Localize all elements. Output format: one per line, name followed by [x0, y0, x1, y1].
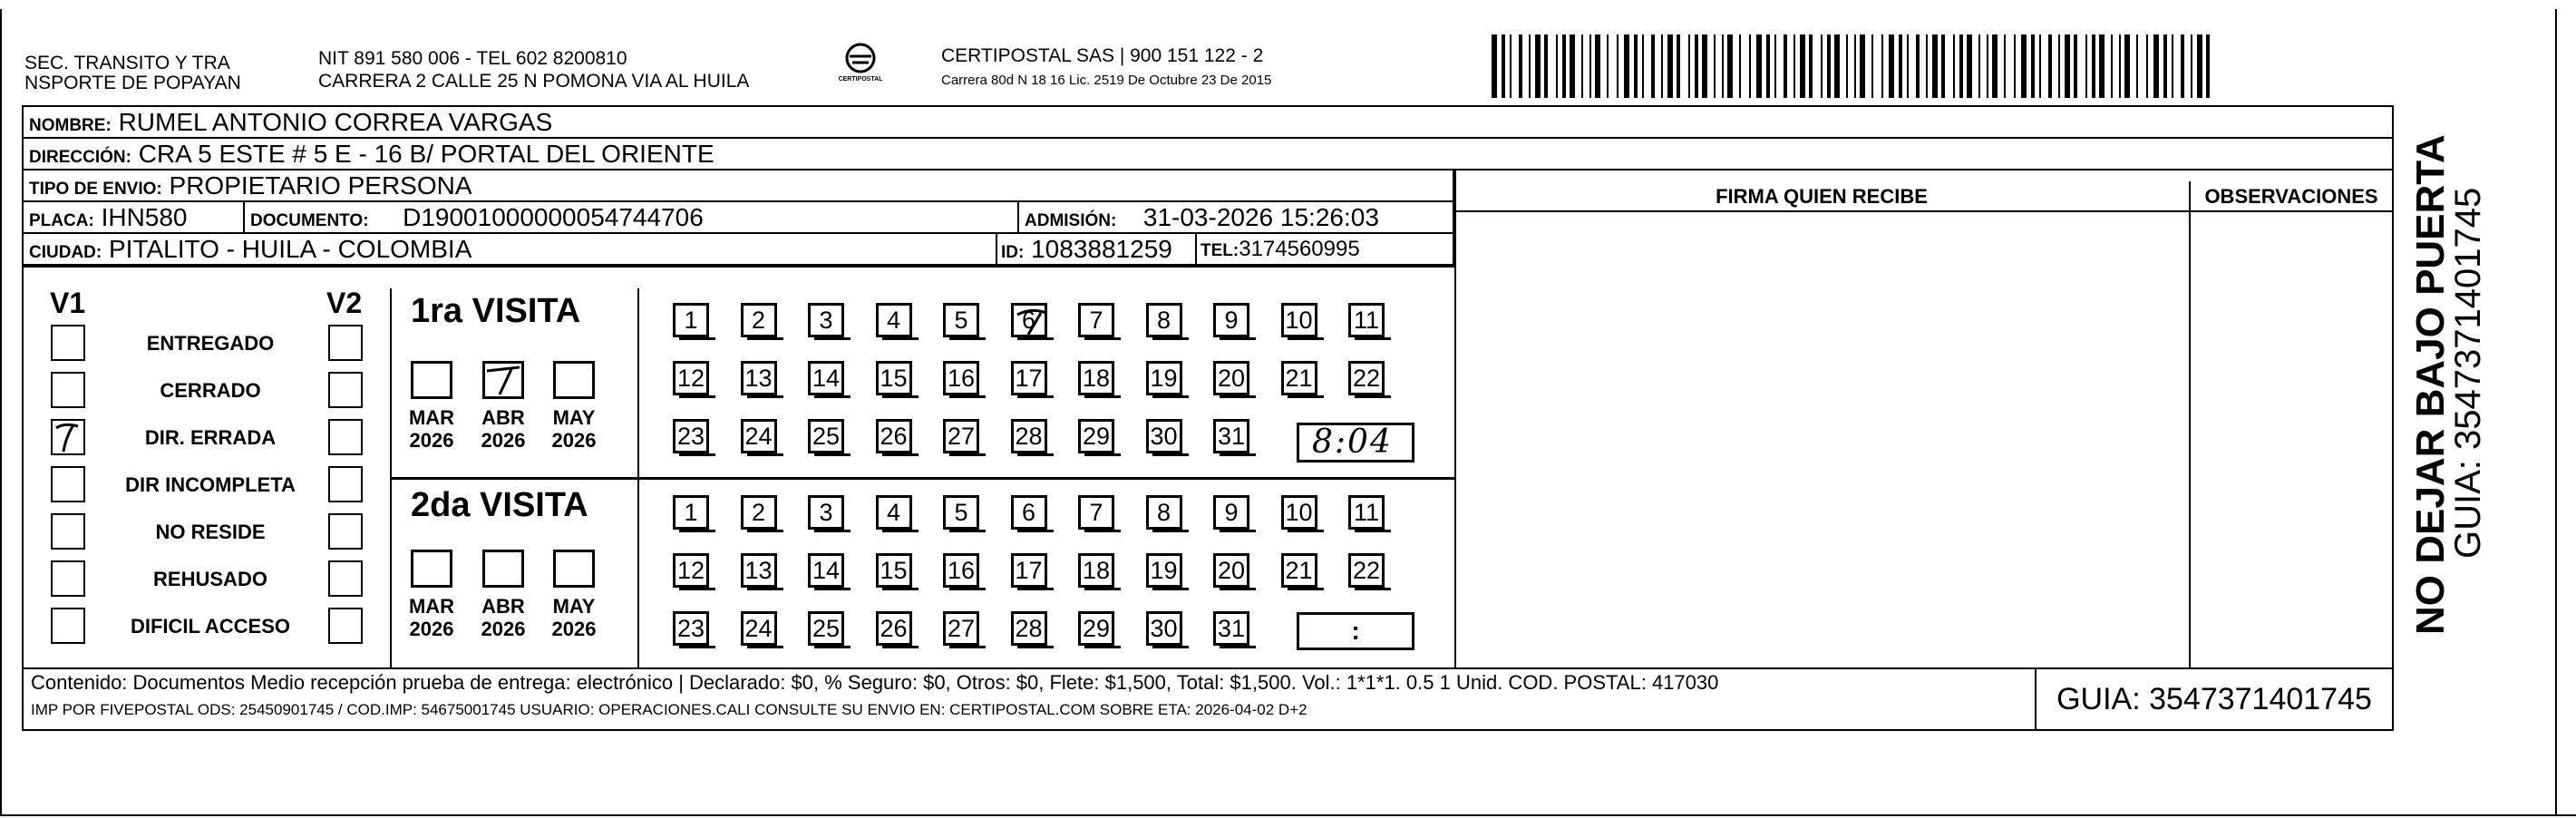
second-day-box[interactable]: 7 — [1078, 495, 1114, 530]
barcode — [1492, 34, 2217, 98]
v1-checkbox[interactable] — [51, 560, 85, 597]
ciudad-label: CIUDAD: — [29, 243, 102, 262]
visit-column-divider — [637, 288, 639, 667]
first-day-box[interactable]: 15 — [876, 361, 912, 395]
company-line: CERTIPOSTAL SAS | 900 151 122 - 2 — [941, 45, 1264, 66]
address-line: CARRERA 2 CALLE 25 N POMONA VIA AL HUILA — [318, 71, 750, 92]
first-visit-time-box — [1297, 423, 1414, 463]
first-day-box[interactable]: 29 — [1078, 419, 1114, 453]
first-day-box[interactable]: 26 — [876, 419, 912, 453]
first-day-box[interactable]: 6 — [1011, 303, 1047, 337]
first-day-box[interactable]: 18 — [1078, 361, 1114, 395]
v2-checkbox[interactable] — [328, 325, 363, 361]
v2-checkbox[interactable] — [328, 419, 363, 455]
first-day-box[interactable]: 16 — [943, 361, 979, 395]
logo-text: CERTIPOSTAL — [838, 76, 883, 83]
observaciones-header: OBSERVACIONES — [2189, 181, 2392, 212]
v2-checkbox[interactable] — [328, 513, 363, 550]
status-reason-label: DIR INCOMPLETA — [125, 473, 296, 496]
v1-checkbox[interactable] — [51, 466, 85, 502]
v1-checkbox[interactable] — [51, 372, 85, 408]
second-month-year: 2026 — [409, 618, 454, 640]
first-day-box[interactable]: 8 — [1146, 303, 1182, 337]
first-month-label: ABR — [481, 406, 525, 429]
second-day-box[interactable]: 23 — [673, 611, 709, 646]
observaciones-column — [2189, 181, 2392, 667]
first-day-box[interactable]: 11 — [1348, 303, 1385, 337]
first-day-box[interactable]: 13 — [741, 361, 777, 395]
first-day-box[interactable]: 9 — [1213, 303, 1249, 337]
status-reason-label: DIFICIL ACCESO — [130, 615, 290, 638]
second-visit-time-box: : — [1297, 612, 1414, 650]
second-month-year: 2026 — [551, 618, 597, 640]
first-month-checkbox[interactable] — [411, 361, 452, 399]
second-day-box[interactable]: 25 — [808, 611, 844, 646]
second-day-box[interactable]: 21 — [1281, 553, 1317, 588]
status-reason-label: NO RESIDE — [155, 521, 266, 543]
second-month-checkbox[interactable] — [553, 550, 595, 588]
first-day-box[interactable]: 1 — [673, 303, 709, 337]
v2-checkbox[interactable] — [328, 560, 363, 597]
first-day-box[interactable]: 3 — [808, 303, 844, 337]
id-value: 1083881259 — [1031, 235, 1172, 263]
first-day-box[interactable]: 14 — [808, 361, 844, 395]
top-edge-line — [0, 0, 2576, 3]
first-month-checkbox[interactable] — [553, 361, 595, 399]
v2-checkbox[interactable] — [328, 608, 363, 644]
second-day-box[interactable]: 20 — [1213, 553, 1249, 588]
certipostal-logo — [829, 38, 892, 93]
nombre-label: NOMBRE: — [29, 116, 112, 135]
nombre-row — [24, 107, 2392, 139]
first-day-box[interactable]: 25 — [808, 419, 844, 453]
second-day-box[interactable]: 16 — [943, 553, 979, 588]
second-day-box[interactable]: 17 — [1011, 553, 1047, 588]
second-month-checkbox[interactable] — [411, 550, 452, 588]
first-day-box[interactable]: 5 — [943, 303, 979, 337]
first-day-box[interactable]: 21 — [1281, 361, 1317, 395]
id-label: ID: — [1001, 243, 1025, 262]
status-reason-label: REHUSADO — [153, 568, 267, 590]
page-edge-right — [2555, 9, 2557, 816]
first-day-box[interactable]: 2 — [741, 303, 777, 337]
second-day-box[interactable]: 6 — [1011, 495, 1047, 530]
first-day-box[interactable]: 28 — [1011, 419, 1047, 453]
nombre-value: RUMEL ANTONIO CORREA VARGAS — [118, 108, 553, 136]
no-dejar-bajo-puerta: NO DEJAR BAJO PUERTA — [2408, 134, 2453, 635]
first-day-box[interactable]: 4 — [876, 303, 912, 337]
first-month-year: 2026 — [409, 429, 454, 452]
first-day-box[interactable]: 31 — [1213, 419, 1249, 453]
first-day-box[interactable]: 27 — [943, 419, 979, 453]
placa-value: IHN580 — [101, 203, 188, 231]
first-visit-time: 8:04 — [1312, 424, 1393, 461]
second-month-label: MAR — [408, 595, 455, 618]
second-month-checkbox[interactable] — [482, 550, 524, 588]
first-day-box[interactable]: 24 — [741, 419, 777, 453]
status-reason-label: DIR. ERRADA — [144, 426, 277, 449]
second-day-box[interactable]: 8 — [1146, 495, 1182, 530]
firma-header: FIRMA QUIEN RECIBE — [1454, 181, 2189, 212]
first-visit-title: 1ra VISITA — [411, 292, 581, 330]
company-sub: Carrera 80d N 18 16 Lic. 2519 De Octubre 23 De 2015 — [941, 73, 1272, 88]
second-day-box[interactable]: 19 — [1146, 553, 1182, 588]
admision-value: 31-03-2026 15:26:03 — [1142, 203, 1379, 231]
second-day-box[interactable]: 18 — [1078, 553, 1114, 588]
footer-imp: IMP POR FIVEPOSTAL ODS: 25450901745 / COD.IMP: 54675001745 USUARIO: OPERACIONES.CALI CONSULTE SU ENVIO EN: CERTIPOSTAL.COM SOBRE ETA: 2026-04-02 D+2 — [31, 701, 1307, 718]
second-day-box[interactable]: 3 — [808, 495, 844, 530]
second-day-box[interactable]: 28 — [1011, 611, 1047, 646]
sender-line-2: NSPORTE DE POPAYAN — [24, 73, 241, 93]
second-day-box[interactable]: 12 — [673, 553, 709, 588]
first-month-checkbox[interactable] — [482, 361, 524, 399]
second-day-box[interactable]: 22 — [1348, 553, 1385, 588]
v2-checkbox[interactable] — [328, 466, 363, 502]
second-day-box[interactable]: 10 — [1281, 495, 1317, 530]
second-day-box[interactable]: 27 — [943, 611, 979, 646]
second-month-year: 2026 — [481, 618, 526, 640]
v1-checkbox[interactable] — [51, 325, 85, 361]
tel-label: TEL: — [1201, 241, 1239, 260]
first-day-box[interactable]: 19 — [1146, 361, 1182, 395]
tel-value: 3174560995 — [1239, 237, 1360, 261]
second-day-box[interactable]: 1 — [673, 495, 709, 530]
direccion-row — [24, 139, 2392, 170]
v1-checkbox[interactable] — [51, 513, 85, 550]
first-day-box[interactable]: 12 — [673, 361, 709, 395]
page-edge-left — [0, 9, 2, 816]
second-day-box[interactable]: 14 — [808, 553, 844, 588]
first-month-year: 2026 — [551, 429, 597, 452]
v1-checkbox[interactable] — [51, 608, 85, 644]
side-guia: GUIA: 3547371401745 — [2448, 187, 2488, 559]
first-month-label: MAR — [408, 406, 455, 429]
tipo-row — [24, 170, 1454, 202]
sender-line-1: SEC. TRANSITO Y TRA — [24, 53, 230, 73]
visit-middle-divider — [390, 477, 1454, 480]
second-month-label: ABR — [481, 595, 525, 618]
second-day-box[interactable]: 13 — [741, 553, 777, 588]
page-edge-bottom — [0, 814, 2576, 816]
first-day-box[interactable]: 22 — [1348, 361, 1385, 395]
second-day-box[interactable]: 29 — [1078, 611, 1114, 646]
second-day-box[interactable]: 26 — [876, 611, 912, 646]
first-month-year: 2026 — [481, 429, 526, 452]
nit-line: NIT 891 580 006 - TEL 602 8200810 — [318, 48, 627, 69]
tipo-label: TIPO DE ENVIO: — [29, 180, 162, 199]
tipo-value: PROPIETARIO PERSONA — [169, 171, 472, 200]
direccion-label: DIRECCIÓN: — [29, 148, 131, 167]
v1-label: V1 — [50, 287, 86, 319]
direccion-value: CRA 5 ESTE # 5 E - 16 B/ PORTAL DEL ORIENTE — [138, 140, 714, 168]
second-day-box[interactable]: 24 — [741, 611, 777, 646]
admision-cell — [1017, 202, 1454, 234]
second-month-label: MAY — [552, 595, 596, 618]
second-day-box[interactable]: 11 — [1348, 495, 1385, 530]
first-day-box[interactable]: 7 — [1078, 303, 1114, 337]
second-day-box[interactable]: 9 — [1213, 495, 1249, 530]
second-day-box[interactable]: 31 — [1213, 611, 1249, 646]
ciudad-value: PITALITO - HUILA - COLOMBIA — [109, 235, 472, 263]
second-day-box[interactable]: 4 — [876, 495, 912, 530]
status-reason-label: CERRADO — [160, 379, 261, 402]
v2-label: V2 — [326, 287, 363, 319]
status-reason-label: ENTREGADO — [146, 332, 275, 355]
first-day-box[interactable]: 17 — [1011, 361, 1047, 395]
first-day-box[interactable]: 30 — [1146, 419, 1182, 453]
admision-label: ADMISIÓN: — [1025, 211, 1117, 230]
second-day-box[interactable]: 5 — [943, 495, 979, 530]
second-day-box[interactable]: 15 — [876, 553, 912, 588]
footer-contenido: Contenido: Documentos Medio recepción prueba de entrega: electrónico | Declarado: $0, % Seguro: $0, Otros: $0, Flete: $1,500, Total: $1,500. Vol.: 1*1*1. 0.5 1 Unid. COD. POSTAL: 417030 — [31, 671, 1719, 694]
first-day-box[interactable]: 23 — [673, 419, 709, 453]
documento-value: D19001000000054744706 — [403, 203, 704, 231]
visits-divider-right — [1454, 266, 1456, 667]
documento-cell — [243, 202, 704, 234]
second-day-box[interactable]: 30 — [1146, 611, 1182, 646]
placa-label: PLACA: — [29, 211, 94, 230]
first-month-label: MAY — [552, 406, 596, 429]
v1-checkbox[interactable] — [51, 419, 85, 455]
tel-cell — [1195, 234, 1454, 266]
first-day-box[interactable]: 10 — [1281, 303, 1317, 337]
documento-label: DOCUMENTO: — [250, 211, 369, 230]
second-visit-title: 2da VISITA — [411, 486, 588, 524]
first-day-box[interactable]: 20 — [1213, 361, 1249, 395]
second-day-box[interactable]: 2 — [741, 495, 777, 530]
id-cell — [996, 234, 1195, 266]
v2-checkbox[interactable] — [328, 372, 363, 408]
footer-guia-box: GUIA: 3547371401745 — [2035, 669, 2392, 729]
